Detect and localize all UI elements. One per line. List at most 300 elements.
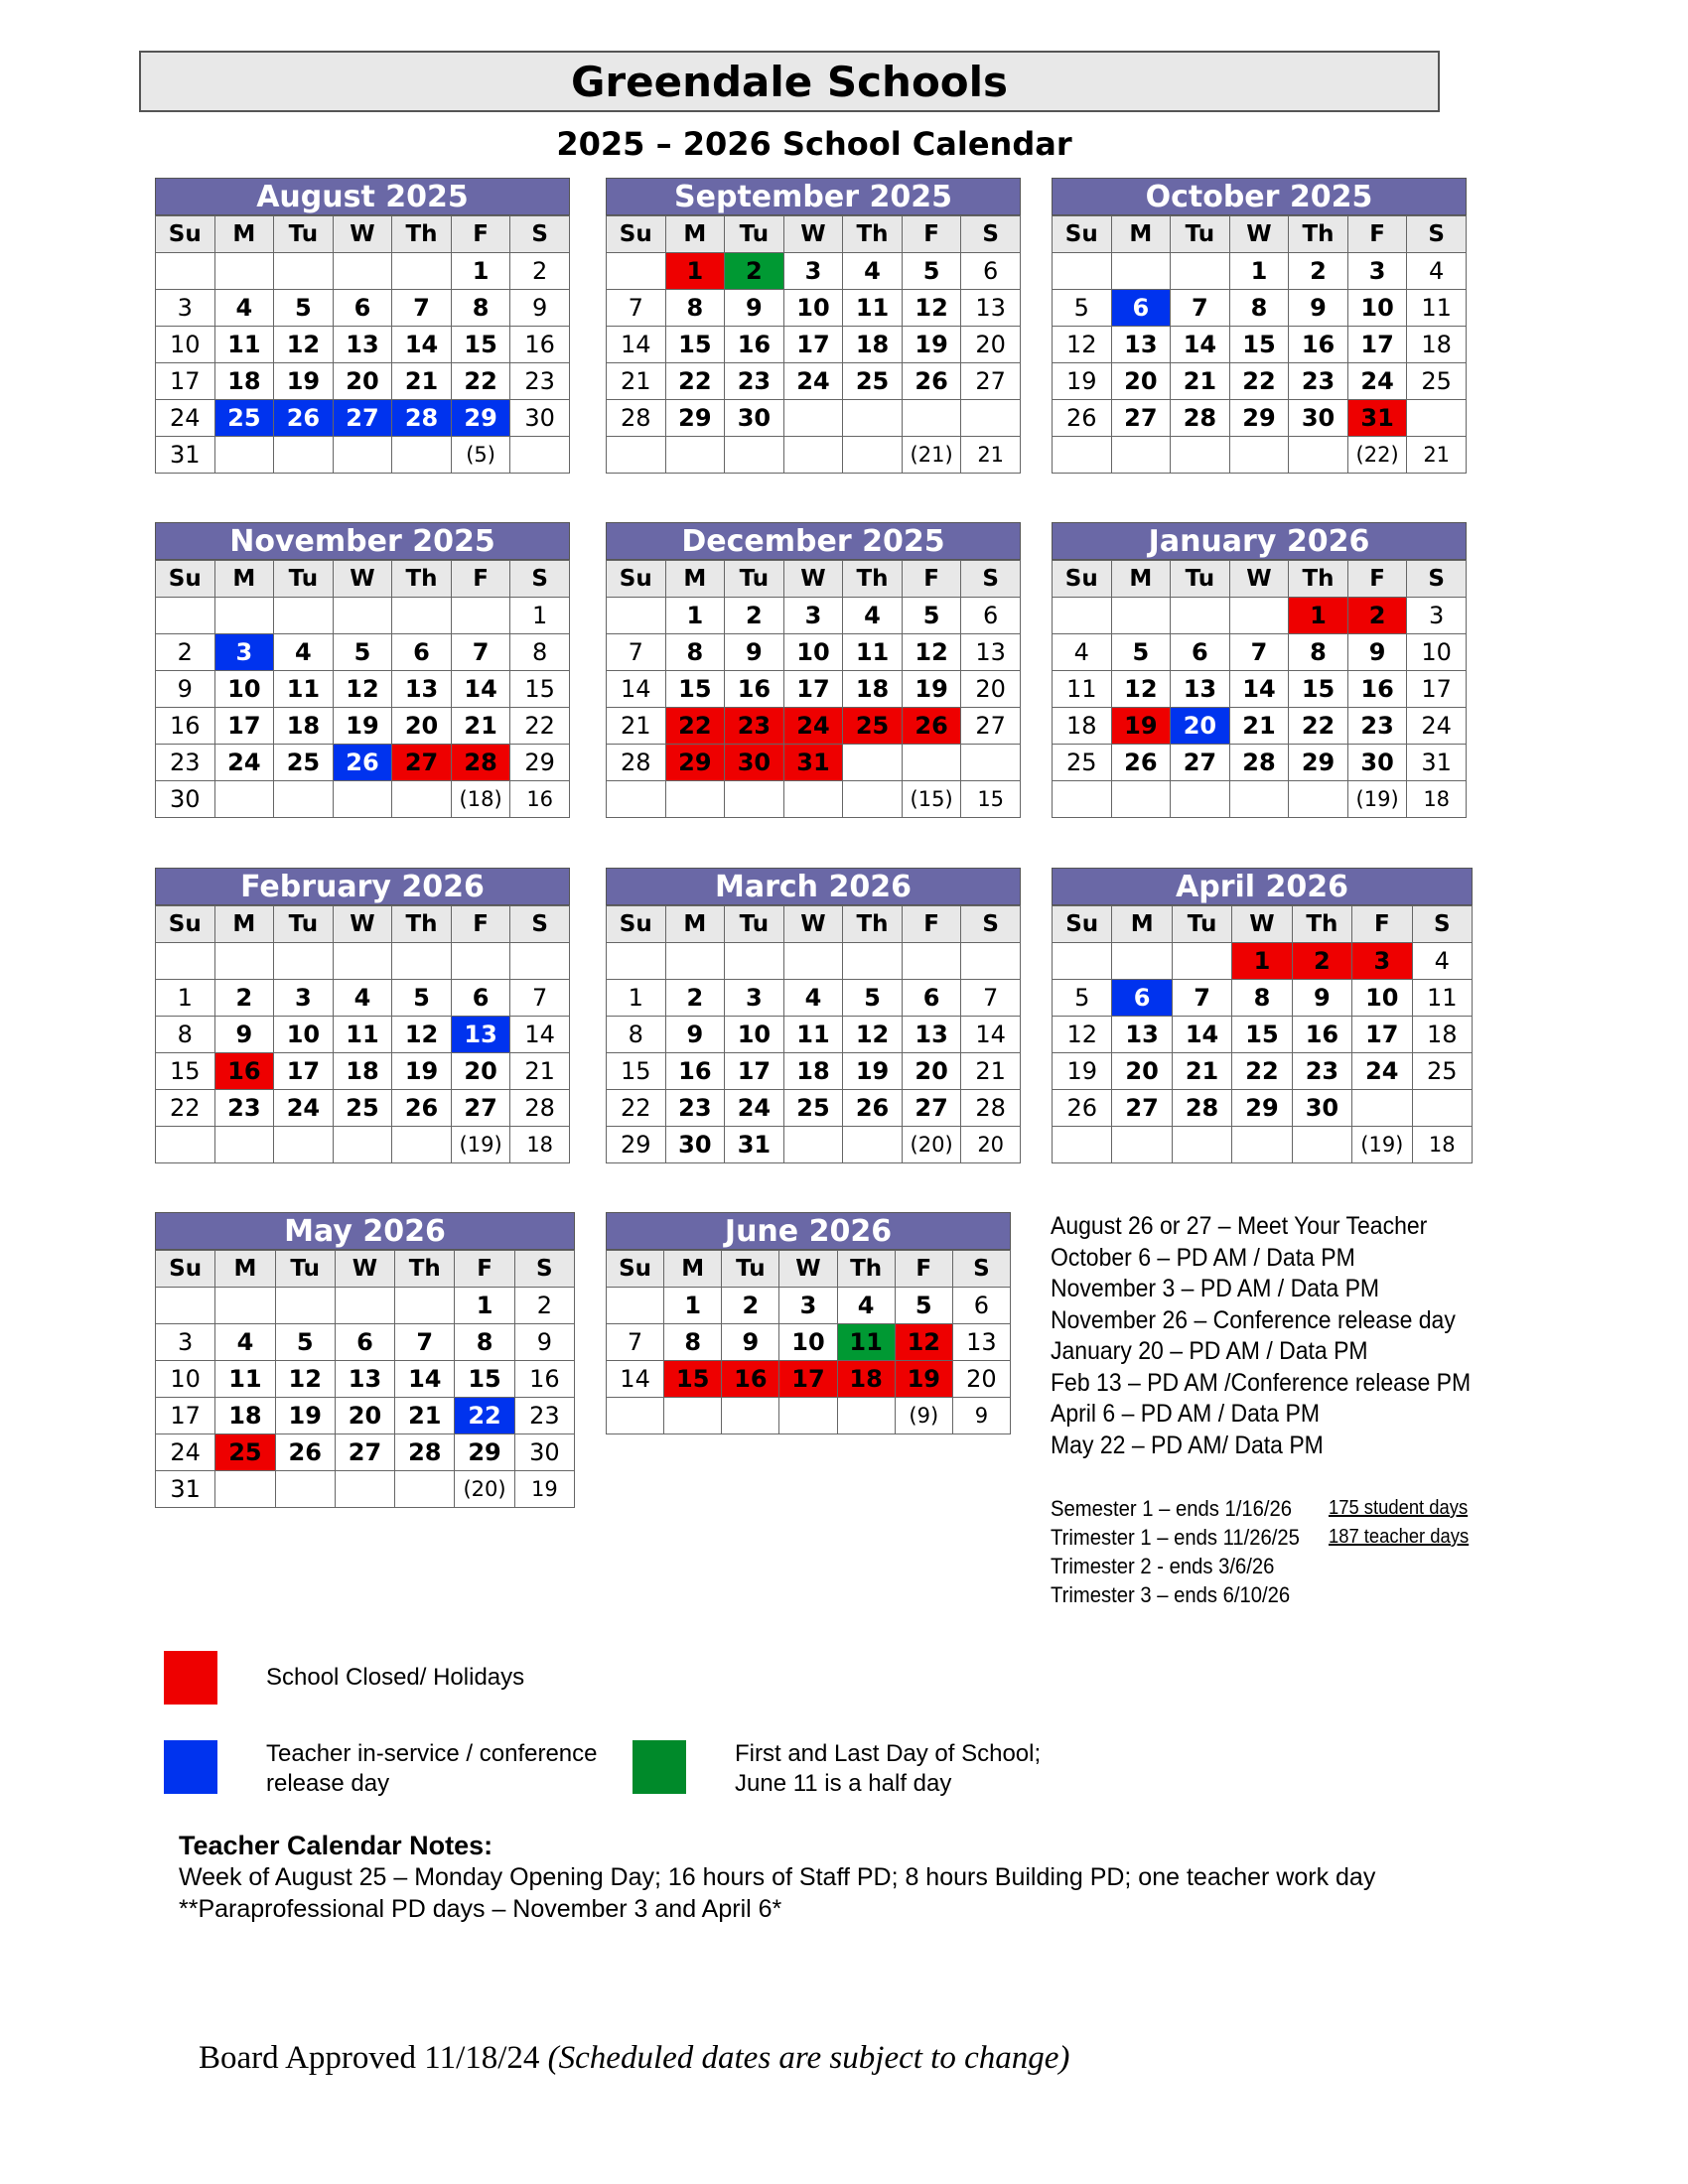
weekday-header: F [902,906,961,943]
teacher-notes-line-1: Week of August 25 – Monday Opening Day; 16 hours of Staff PD; 8 hours Building PD; one teacher work day [179,1863,1376,1891]
day-cell: 30 [156,781,215,818]
day-cell [395,1288,455,1324]
day-cell [392,437,452,474]
day-cell: 13 [961,634,1021,671]
day-cell: 3 [1407,598,1467,634]
day-cell: 24 [156,1434,215,1471]
day-cell [1053,1127,1112,1163]
day-cell: (21) [902,437,961,474]
weekday-header: S [514,1251,574,1288]
day-cell [156,598,215,634]
day-cell: 10 [1347,290,1407,327]
day-cell: 2 [514,1288,574,1324]
day-cell [214,781,274,818]
day-cell: 14 [607,1361,664,1398]
weekday-header: Su [1053,561,1112,598]
day-cell: 28 [1171,400,1230,437]
day-cell: 4 [843,253,903,290]
event-item: November 26 – Conference release day [1051,1305,1456,1334]
weekday-header: F [895,1251,952,1288]
term-item: Semester 1 – ends 1/16/26 [1051,1496,1293,1521]
day-cell: 5 [275,1324,335,1361]
day-cell: 13 [952,1324,1010,1361]
day-cell: 6 [961,598,1021,634]
day-cell: 27 [1111,400,1171,437]
day-cell: 28 [392,400,452,437]
day-cell: 18 [837,1361,895,1398]
day-cell: 27 [961,363,1021,400]
day-cell: 14 [1171,327,1230,363]
month-title: August 2025 [155,178,570,215]
day-cell: 13 [961,290,1021,327]
day-cell: 28 [1172,1090,1231,1127]
month-title: October 2025 [1052,178,1467,215]
day-cell: 12 [1053,1017,1112,1053]
day-cell: 19 [1053,363,1112,400]
event-item: May 22 – PD AM/ Data PM [1051,1431,1324,1459]
day-cell [1412,1090,1472,1127]
day-cell: 11 [333,1017,392,1053]
day-cell: 21 [607,363,666,400]
day-cell: (5) [451,437,510,474]
day-cell [665,781,725,818]
day-cell: 28 [451,745,510,781]
day-cell: 19 [902,327,961,363]
day-cell: 15 [607,1053,666,1090]
day-cell: 4 [1407,253,1467,290]
weekday-header: Th [843,561,903,598]
day-cell: 5 [1111,634,1171,671]
weekday-header: F [451,906,510,943]
weekday-header: Th [392,216,452,253]
weekday-header: W [783,906,843,943]
day-cell: 2 [665,980,725,1017]
day-cell: 21 [451,708,510,745]
day-cell: 25 [843,363,903,400]
day-cell: 21 [961,437,1021,474]
weekday-header: Su [607,1251,664,1288]
day-cell: 2 [510,253,570,290]
day-cell: 25 [1053,745,1112,781]
day-cell [274,943,334,980]
day-cell: 3 [725,980,784,1017]
day-cell: 18 [214,363,274,400]
term-item: Trimester 2 - ends 3/6/26 [1051,1554,1275,1578]
day-cell: 19 [514,1471,574,1508]
month-calendar [606,868,1021,1163]
day-cell [1172,1127,1231,1163]
day-cell: 30 [725,400,784,437]
day-cell: 8 [510,634,570,671]
day-cell: 16 [1292,1017,1351,1053]
day-cell [783,437,843,474]
day-cell: 6 [1112,980,1172,1017]
day-cell: (20) [902,1127,961,1163]
day-cell: 1 [607,980,666,1017]
month-title: November 2025 [155,522,570,560]
day-cell: 26 [1111,745,1171,781]
day-cell: 16 [1347,671,1407,708]
day-cell: 5 [902,253,961,290]
day-cell: 5 [392,980,452,1017]
day-cell: 9 [1289,290,1348,327]
day-cell: 22 [665,708,725,745]
day-cell: 2 [722,1288,779,1324]
day-cell: 1 [664,1288,722,1324]
term-list [1051,1494,1300,1609]
day-cell: 20 [451,1053,510,1090]
day-cell [1352,1090,1412,1127]
day-cell: 2 [1292,943,1351,980]
day-cell: 17 [274,1053,334,1090]
day-cell: 15 [665,671,725,708]
day-cell [1289,437,1348,474]
day-cell [1292,1127,1351,1163]
day-cell: 13 [392,671,452,708]
day-cell [510,437,570,474]
day-cell: (19) [1347,781,1407,818]
day-cell: 9 [725,290,784,327]
day-cell: 16 [214,1053,274,1090]
weekday-header: Su [607,216,666,253]
day-cell [1407,400,1467,437]
day-cell [274,598,334,634]
student-days: 175 student days [1329,1497,1469,1519]
day-cell: 20 [335,1398,394,1434]
legend-first-last-line-2: June 11 is a half day [735,1770,952,1797]
day-cell [156,1288,215,1324]
day-cell: 16 [665,1053,725,1090]
day-cell: 6 [1111,290,1171,327]
day-cell: 16 [722,1361,779,1398]
day-cell: 14 [1229,671,1289,708]
weekday-header: Tu [722,1251,779,1288]
weekday-header: M [665,906,725,943]
day-cell [961,745,1021,781]
legend-first-last-line-1: First and Last Day of School; [735,1740,1042,1767]
day-cell: 4 [837,1288,895,1324]
day-cell [843,745,903,781]
day-cell: 11 [215,1361,275,1398]
day-cell: 3 [214,634,274,671]
weekday-header: F [1347,216,1407,253]
weekday-header: Tu [274,216,334,253]
day-cell [1111,598,1171,634]
day-cell: 22 [455,1398,514,1434]
day-cell: 13 [451,1017,510,1053]
day-cell: 8 [1232,980,1292,1017]
weekday-header: M [215,1251,275,1288]
day-cell: 31 [156,437,215,474]
day-cell: 5 [274,290,334,327]
day-cell [607,1288,664,1324]
day-cell: 9 [952,1398,1010,1434]
day-cell: 23 [1289,363,1348,400]
day-cell: 17 [783,671,843,708]
day-cell [1172,943,1231,980]
day-cell [607,253,666,290]
weekday-header: F [451,561,510,598]
day-cell: 19 [902,671,961,708]
day-cell [1053,781,1112,818]
day-cell: 16 [725,671,784,708]
day-cell: 23 [725,363,784,400]
day-cell [783,781,843,818]
weekday-header: W [779,1251,837,1288]
day-cell: 6 [451,980,510,1017]
day-cell: 11 [837,1324,895,1361]
weekday-header: M [1111,561,1171,598]
day-cell: 20 [392,708,452,745]
weekday-header: Su [156,561,215,598]
day-cell: 16 [510,327,570,363]
footer-note [199,2040,1069,2077]
day-cell [961,400,1021,437]
day-counts [1329,1494,1469,1552]
month-title: December 2025 [606,522,1021,560]
day-cell [1229,437,1289,474]
day-cell: 24 [156,400,215,437]
month-calendar [1052,868,1473,1163]
day-cell: 21 [395,1398,455,1434]
day-cell: 28 [607,745,666,781]
legend-inservice-line-2: release day [266,1770,390,1797]
weekday-header: F [902,561,961,598]
weekday-header: Th [843,906,903,943]
weekday-header: Su [607,906,666,943]
weekday-header: S [510,561,570,598]
day-cell: 26 [1053,400,1112,437]
weekday-header: Tu [1171,561,1230,598]
day-cell: 28 [395,1434,455,1471]
day-cell [607,437,666,474]
day-cell: 5 [895,1288,952,1324]
day-cell: 20 [961,671,1021,708]
day-cell: 26 [902,708,961,745]
day-cell: 21 [1229,708,1289,745]
day-cell: 21 [1407,437,1467,474]
day-cell: 31 [1407,745,1467,781]
day-cell [214,437,274,474]
event-item: Feb 13 – PD AM /Conference release PM [1051,1368,1472,1397]
day-cell: 29 [451,400,510,437]
day-cell: 9 [665,1017,725,1053]
day-cell: 3 [779,1288,837,1324]
day-cell [725,781,784,818]
day-cell [783,400,843,437]
weekday-header: M [665,561,725,598]
weekday-header: W [1229,561,1289,598]
day-cell [333,253,392,290]
day-cell: 17 [1407,671,1467,708]
day-cell: 31 [783,745,843,781]
day-cell: 3 [1347,253,1407,290]
day-cell: 7 [1171,290,1230,327]
day-cell [1171,437,1230,474]
day-cell [1232,1127,1292,1163]
day-cell: 1 [665,253,725,290]
day-cell: 23 [1347,708,1407,745]
day-cell: 17 [1352,1017,1412,1053]
day-cell: 11 [1412,980,1472,1017]
day-cell [902,400,961,437]
weekday-header: S [961,561,1021,598]
day-cell: 18 [274,708,334,745]
teacher-notes-heading: Teacher Calendar Notes: [179,1831,493,1860]
day-cell [607,1398,664,1434]
day-cell: 7 [510,980,570,1017]
day-cell: 24 [783,363,843,400]
month-calendar [155,868,570,1163]
day-cell [1171,598,1230,634]
day-cell: 19 [1053,1053,1112,1090]
day-cell: 21 [392,363,452,400]
day-cell: 29 [665,400,725,437]
day-cell: 21 [1171,363,1230,400]
weekday-header: S [510,216,570,253]
day-cell: 12 [902,290,961,327]
day-cell [722,1398,779,1434]
day-cell: 10 [156,327,215,363]
day-cell: 27 [335,1434,394,1471]
day-cell: 31 [156,1471,215,1508]
day-cell: 22 [451,363,510,400]
month-title: June 2026 [606,1212,1011,1250]
weekday-header: Tu [725,906,784,943]
day-cell: 18 [333,1053,392,1090]
day-cell: 28 [510,1090,570,1127]
day-cell: 26 [902,363,961,400]
day-cell: 4 [1053,634,1112,671]
weekday-header: W [783,216,843,253]
day-cell: 23 [156,745,215,781]
day-cell: 6 [902,980,961,1017]
day-cell: 4 [215,1324,275,1361]
weekday-header: W [783,561,843,598]
day-cell [1229,598,1289,634]
day-cell [779,1398,837,1434]
day-cell [335,1288,394,1324]
weekday-header: Th [1289,561,1348,598]
weekday-header: M [214,216,274,253]
day-cell [1171,781,1230,818]
term-item: Trimester 3 – ends 6/10/26 [1051,1582,1291,1607]
day-cell: 19 [275,1398,335,1434]
day-cell: 2 [1347,598,1407,634]
day-cell: 3 [783,253,843,290]
events-list [1051,1211,1471,1461]
day-cell: 4 [214,290,274,327]
day-cell [783,943,843,980]
weekday-header: S [961,906,1021,943]
day-cell: 21 [961,1053,1021,1090]
day-cell: 30 [725,745,784,781]
day-cell: 24 [783,708,843,745]
day-cell: 10 [779,1324,837,1361]
day-cell: 22 [1232,1053,1292,1090]
day-cell: 5 [902,598,961,634]
day-cell: 15 [961,781,1021,818]
weekday-header: W [333,906,392,943]
weekday-header: F [902,216,961,253]
day-cell: 6 [961,253,1021,290]
weekday-header: Tu [725,561,784,598]
day-cell: 7 [607,290,666,327]
footer-disclaimer: (Scheduled dates are subject to change) [547,2040,1070,2076]
day-cell: 22 [665,363,725,400]
day-cell: 29 [665,745,725,781]
day-cell [333,943,392,980]
day-cell [274,1127,334,1163]
day-cell: 26 [1053,1090,1112,1127]
day-cell: (18) [451,781,510,818]
month-calendar [606,522,1021,818]
day-cell: 7 [392,290,452,327]
day-cell: 8 [665,634,725,671]
weekday-header: W [335,1251,394,1288]
day-cell: 6 [1171,634,1230,671]
day-cell: 29 [607,1127,666,1163]
day-cell: 25 [783,1090,843,1127]
day-cell: 17 [156,363,215,400]
weekday-header: M [1112,906,1172,943]
day-cell: 23 [214,1090,274,1127]
day-cell: 1 [1289,598,1348,634]
event-item: April 6 – PD AM / Data PM [1051,1400,1320,1428]
day-cell: 1 [665,598,725,634]
day-cell: 10 [725,1017,784,1053]
day-cell: 10 [274,1017,334,1053]
day-cell: 3 [1352,943,1412,980]
day-cell: 18 [843,671,903,708]
weekday-header: Th [392,561,452,598]
legend-closed-label: School Closed/ Holidays [266,1664,525,1691]
day-cell: 5 [1053,290,1112,327]
day-cell: 8 [1229,290,1289,327]
day-cell: 22 [156,1090,215,1127]
day-cell: 12 [895,1324,952,1361]
day-cell: 25 [274,745,334,781]
day-cell: 13 [1171,671,1230,708]
day-cell: 10 [783,290,843,327]
day-cell [1111,437,1171,474]
month-calendar [606,1212,1011,1434]
day-cell: 11 [1407,290,1467,327]
day-cell [333,781,392,818]
day-cell: 27 [961,708,1021,745]
day-cell: 1 [1229,253,1289,290]
day-cell: 6 [335,1324,394,1361]
day-cell: 24 [274,1090,334,1127]
day-cell: 15 [455,1361,514,1398]
day-cell: 18 [1407,781,1467,818]
day-cell: 9 [725,634,784,671]
day-cell: 20 [961,327,1021,363]
day-cell [274,253,334,290]
day-cell: 3 [156,1324,215,1361]
day-cell: 30 [665,1127,725,1163]
day-cell [1112,943,1172,980]
day-cell [274,781,334,818]
day-cell: 4 [783,980,843,1017]
page-title: Greendale Schools [570,57,1009,106]
day-cell [665,943,725,980]
weekday-header: W [1232,906,1292,943]
day-cell: 23 [1292,1053,1351,1090]
weekday-header: Su [156,1251,215,1288]
weekday-header: Tu [1171,216,1230,253]
day-cell: 7 [1229,634,1289,671]
